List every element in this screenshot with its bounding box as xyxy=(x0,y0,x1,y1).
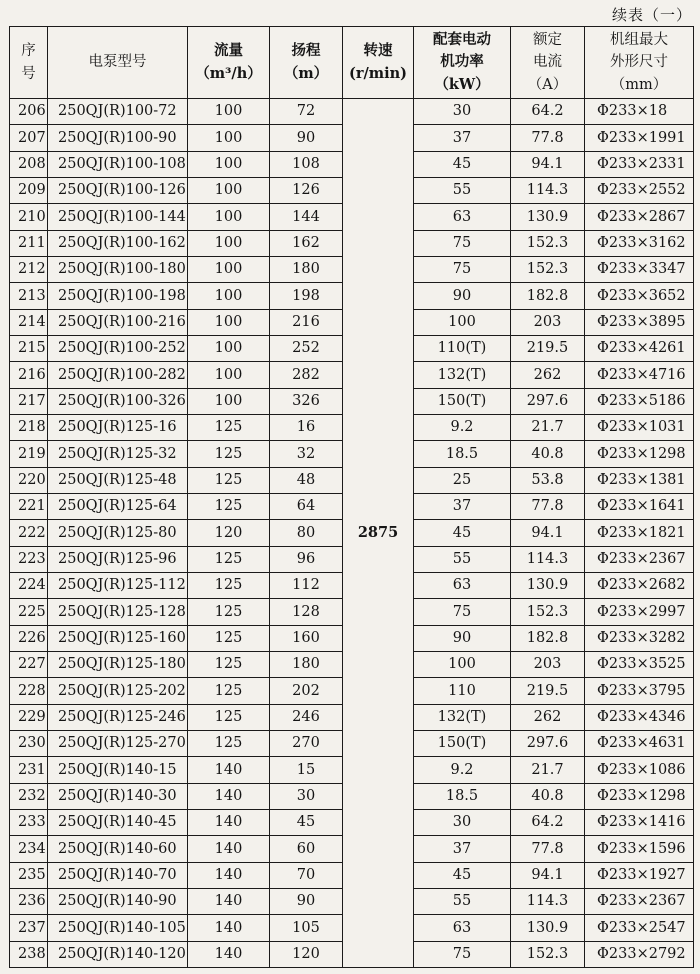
flow-value: 125 xyxy=(188,704,270,730)
row-number: 231 xyxy=(10,757,48,783)
dimension-value: Φ233×2867 xyxy=(585,204,694,230)
pump-model: 250QJ(R)125-246 xyxy=(48,704,188,730)
row-number: 228 xyxy=(10,678,48,704)
dimension-value: Φ233×3282 xyxy=(585,625,694,651)
power-value: 63 xyxy=(414,572,511,598)
flow-value: 140 xyxy=(188,941,270,968)
dimension-value: Φ233×3347 xyxy=(585,256,694,282)
current-value: 21.7 xyxy=(511,757,585,783)
pump-model: 250QJ(R)100-216 xyxy=(48,309,188,335)
dimension-value: Φ233×1596 xyxy=(585,836,694,862)
current-value: 77.8 xyxy=(511,125,585,151)
power-value: 63 xyxy=(414,204,511,230)
pump-model: 250QJ(R)100-144 xyxy=(48,204,188,230)
pump-spec-table xyxy=(9,26,694,968)
pump-model: 250QJ(R)140-60 xyxy=(48,836,188,862)
flow-value: 100 xyxy=(188,256,270,282)
flow-value: 125 xyxy=(188,546,270,572)
current-value: 219.5 xyxy=(511,335,585,361)
flow-value: 140 xyxy=(188,783,270,809)
current-value: 40.8 xyxy=(511,441,585,467)
power-value: 55 xyxy=(414,177,511,203)
head-value: 162 xyxy=(270,230,343,256)
flow-value: 125 xyxy=(188,493,270,519)
power-value: 63 xyxy=(414,915,511,941)
flow-value: 100 xyxy=(188,335,270,361)
current-value: 130.9 xyxy=(511,915,585,941)
pump-model: 250QJ(R)140-45 xyxy=(48,809,188,835)
row-number: 218 xyxy=(10,414,48,440)
power-value: 75 xyxy=(414,941,511,968)
current-value: 77.8 xyxy=(511,836,585,862)
flow-value: 100 xyxy=(188,177,270,203)
table-row xyxy=(10,99,694,125)
row-number: 222 xyxy=(10,520,48,546)
row-number: 206 xyxy=(10,99,48,125)
head-value: 80 xyxy=(270,520,343,546)
dimension-value: Φ233×2367 xyxy=(585,888,694,914)
row-number: 236 xyxy=(10,888,48,914)
col-header-head: 扬程 （m） xyxy=(270,27,343,99)
power-value: 55 xyxy=(414,888,511,914)
head-value: 128 xyxy=(270,599,343,625)
row-number: 224 xyxy=(10,572,48,598)
power-value: 45 xyxy=(414,151,511,177)
head-value: 70 xyxy=(270,862,343,888)
pump-model: 250QJ(R)140-15 xyxy=(48,757,188,783)
pump-model: 250QJ(R)140-70 xyxy=(48,862,188,888)
pump-model: 250QJ(R)125-202 xyxy=(48,678,188,704)
head-value: 246 xyxy=(270,704,343,730)
current-value: 262 xyxy=(511,362,585,388)
head-value: 282 xyxy=(270,362,343,388)
pump-model: 250QJ(R)100-180 xyxy=(48,256,188,282)
current-value: 40.8 xyxy=(511,783,585,809)
flow-value: 125 xyxy=(188,414,270,440)
head-value: 108 xyxy=(270,151,343,177)
power-value: 30 xyxy=(414,809,511,835)
power-value: 100 xyxy=(414,309,511,335)
row-number: 226 xyxy=(10,625,48,651)
pump-model: 250QJ(R)100-126 xyxy=(48,177,188,203)
head-value: 64 xyxy=(270,493,343,519)
head-value: 30 xyxy=(270,783,343,809)
power-value: 150(T) xyxy=(414,388,511,414)
dimension-value: Φ233×2682 xyxy=(585,572,694,598)
power-value: 75 xyxy=(414,256,511,282)
pump-model: 250QJ(R)125-64 xyxy=(48,493,188,519)
head-value: 60 xyxy=(270,836,343,862)
current-value: 182.8 xyxy=(511,283,585,309)
current-value: 94.1 xyxy=(511,151,585,177)
current-value: 152.3 xyxy=(511,256,585,282)
dimension-value: Φ233×2792 xyxy=(585,941,694,968)
header-row xyxy=(10,27,694,99)
head-value: 48 xyxy=(270,467,343,493)
flow-value: 100 xyxy=(188,388,270,414)
pump-model: 250QJ(R)100-198 xyxy=(48,283,188,309)
power-value: 30 xyxy=(414,99,511,125)
pump-model: 250QJ(R)140-105 xyxy=(48,915,188,941)
current-value: 203 xyxy=(511,309,585,335)
dimension-value: Φ233×3795 xyxy=(585,678,694,704)
head-value: 216 xyxy=(270,309,343,335)
current-value: 130.9 xyxy=(511,572,585,598)
current-value: 94.1 xyxy=(511,520,585,546)
dimension-value: Φ233×2367 xyxy=(585,546,694,572)
pump-model: 250QJ(R)100-90 xyxy=(48,125,188,151)
power-value: 110(T) xyxy=(414,335,511,361)
head-value: 180 xyxy=(270,256,343,282)
row-number: 223 xyxy=(10,546,48,572)
head-value: 96 xyxy=(270,546,343,572)
current-value: 203 xyxy=(511,651,585,677)
dimension-value: Φ233×1031 xyxy=(585,414,694,440)
flow-value: 140 xyxy=(188,888,270,914)
row-number: 209 xyxy=(10,177,48,203)
current-value: 297.6 xyxy=(511,730,585,756)
row-number: 225 xyxy=(10,599,48,625)
flow-value: 125 xyxy=(188,467,270,493)
dimension-value: Φ233×18 xyxy=(585,99,694,125)
flow-value: 100 xyxy=(188,230,270,256)
pump-model: 250QJ(R)125-180 xyxy=(48,651,188,677)
col-header-power: 配套电动 机功率 （kW） xyxy=(414,27,511,99)
row-number: 220 xyxy=(10,467,48,493)
power-value: 37 xyxy=(414,836,511,862)
current-value: 219.5 xyxy=(511,678,585,704)
current-value: 182.8 xyxy=(511,625,585,651)
power-value: 110 xyxy=(414,678,511,704)
current-value: 262 xyxy=(511,704,585,730)
current-value: 64.2 xyxy=(511,99,585,125)
row-number: 221 xyxy=(10,493,48,519)
flow-value: 125 xyxy=(188,441,270,467)
power-value: 75 xyxy=(414,230,511,256)
dimension-value: Φ233×2997 xyxy=(585,599,694,625)
head-value: 198 xyxy=(270,283,343,309)
row-number: 214 xyxy=(10,309,48,335)
row-number: 216 xyxy=(10,362,48,388)
head-value: 326 xyxy=(270,388,343,414)
dimension-value: Φ233×2552 xyxy=(585,177,694,203)
dimension-value: Φ233×3162 xyxy=(585,230,694,256)
row-number: 207 xyxy=(10,125,48,151)
power-value: 132(T) xyxy=(414,704,511,730)
pump-model: 250QJ(R)125-96 xyxy=(48,546,188,572)
power-value: 132(T) xyxy=(414,362,511,388)
pump-model: 250QJ(R)100-282 xyxy=(48,362,188,388)
flow-value: 125 xyxy=(188,572,270,598)
flow-value: 100 xyxy=(188,362,270,388)
dimension-value: Φ233×2547 xyxy=(585,915,694,941)
head-value: 126 xyxy=(270,177,343,203)
dimension-value: Φ233×1298 xyxy=(585,441,694,467)
flow-value: 125 xyxy=(188,678,270,704)
col-header-model: 电泵型号 xyxy=(48,27,188,99)
dimension-value: Φ233×1086 xyxy=(585,757,694,783)
row-number: 234 xyxy=(10,836,48,862)
row-number: 219 xyxy=(10,441,48,467)
row-number: 213 xyxy=(10,283,48,309)
table-caption: 续表（一） xyxy=(611,6,692,24)
power-value: 9.2 xyxy=(414,414,511,440)
current-value: 130.9 xyxy=(511,204,585,230)
power-value: 100 xyxy=(414,651,511,677)
col-header-size: 机组最大 外形尺寸 （mm） xyxy=(585,27,694,99)
power-value: 45 xyxy=(414,520,511,546)
current-value: 152.3 xyxy=(511,941,585,968)
row-number: 233 xyxy=(10,809,48,835)
dimension-value: Φ233×1927 xyxy=(585,862,694,888)
head-value: 105 xyxy=(270,915,343,941)
power-value: 90 xyxy=(414,625,511,651)
row-number: 227 xyxy=(10,651,48,677)
current-value: 114.3 xyxy=(511,177,585,203)
power-value: 18.5 xyxy=(414,783,511,809)
current-value: 152.3 xyxy=(511,599,585,625)
pump-model: 250QJ(R)125-48 xyxy=(48,467,188,493)
current-value: 53.8 xyxy=(511,467,585,493)
head-value: 32 xyxy=(270,441,343,467)
row-number: 215 xyxy=(10,335,48,361)
flow-value: 125 xyxy=(188,730,270,756)
dimension-value: Φ233×1416 xyxy=(585,809,694,835)
pump-model: 250QJ(R)125-270 xyxy=(48,730,188,756)
head-value: 15 xyxy=(270,757,343,783)
dimension-value: Φ233×4716 xyxy=(585,362,694,388)
pump-model: 250QJ(R)100-252 xyxy=(48,335,188,361)
row-number: 217 xyxy=(10,388,48,414)
flow-value: 140 xyxy=(188,809,270,835)
dimension-value: Φ233×4261 xyxy=(585,335,694,361)
head-value: 252 xyxy=(270,335,343,361)
pump-model: 250QJ(R)125-80 xyxy=(48,520,188,546)
flow-value: 125 xyxy=(188,599,270,625)
flow-value: 125 xyxy=(188,651,270,677)
pump-model: 250QJ(R)100-72 xyxy=(48,99,188,125)
dimension-value: Φ233×4346 xyxy=(585,704,694,730)
head-value: 90 xyxy=(270,888,343,914)
dimension-value: Φ233×4631 xyxy=(585,730,694,756)
row-number: 232 xyxy=(10,783,48,809)
dimension-value: Φ233×1381 xyxy=(585,467,694,493)
head-value: 16 xyxy=(270,414,343,440)
power-value: 37 xyxy=(414,125,511,151)
flow-value: 140 xyxy=(188,915,270,941)
head-value: 120 xyxy=(270,941,343,968)
col-header-current: 额定 电流 （A） xyxy=(511,27,585,99)
dimension-value: Φ233×3895 xyxy=(585,309,694,335)
dimension-value: Φ233×5186 xyxy=(585,388,694,414)
current-value: 64.2 xyxy=(511,809,585,835)
power-value: 75 xyxy=(414,599,511,625)
head-value: 72 xyxy=(270,99,343,125)
flow-value: 125 xyxy=(188,625,270,651)
head-value: 90 xyxy=(270,125,343,151)
flow-value: 100 xyxy=(188,283,270,309)
pump-model: 250QJ(R)125-16 xyxy=(48,414,188,440)
pump-model: 250QJ(R)100-108 xyxy=(48,151,188,177)
col-header-index: 序 号 xyxy=(10,27,48,99)
dimension-value: Φ233×3525 xyxy=(585,651,694,677)
pump-model: 250QJ(R)125-160 xyxy=(48,625,188,651)
power-value: 150(T) xyxy=(414,730,511,756)
col-header-speed: 转速 (r/min) xyxy=(343,27,414,99)
dimension-value: Φ233×1298 xyxy=(585,783,694,809)
dimension-value: Φ233×1821 xyxy=(585,520,694,546)
flow-value: 140 xyxy=(188,757,270,783)
flow-value: 140 xyxy=(188,836,270,862)
current-value: 297.6 xyxy=(511,388,585,414)
power-value: 37 xyxy=(414,493,511,519)
head-value: 144 xyxy=(270,204,343,230)
pump-model: 250QJ(R)140-30 xyxy=(48,783,188,809)
row-number: 230 xyxy=(10,730,48,756)
col-header-flow: 流量 （m³/h） xyxy=(188,27,270,99)
pump-model: 250QJ(R)100-326 xyxy=(48,388,188,414)
dimension-value: Φ233×2331 xyxy=(585,151,694,177)
flow-value: 140 xyxy=(188,862,270,888)
row-number: 212 xyxy=(10,256,48,282)
head-value: 202 xyxy=(270,678,343,704)
speed-value: 2875 xyxy=(343,99,414,968)
pump-model: 250QJ(R)125-32 xyxy=(48,441,188,467)
pump-model: 250QJ(R)125-128 xyxy=(48,599,188,625)
current-value: 114.3 xyxy=(511,546,585,572)
row-number: 208 xyxy=(10,151,48,177)
head-value: 45 xyxy=(270,809,343,835)
power-value: 90 xyxy=(414,283,511,309)
flow-value: 120 xyxy=(188,520,270,546)
row-number: 237 xyxy=(10,915,48,941)
row-number: 211 xyxy=(10,230,48,256)
flow-value: 100 xyxy=(188,99,270,125)
row-number: 235 xyxy=(10,862,48,888)
power-value: 9.2 xyxy=(414,757,511,783)
power-value: 55 xyxy=(414,546,511,572)
flow-value: 100 xyxy=(188,151,270,177)
power-value: 18.5 xyxy=(414,441,511,467)
current-value: 114.3 xyxy=(511,888,585,914)
dimension-value: Φ233×3652 xyxy=(585,283,694,309)
pump-model: 250QJ(R)140-90 xyxy=(48,888,188,914)
head-value: 160 xyxy=(270,625,343,651)
pump-model: 250QJ(R)100-162 xyxy=(48,230,188,256)
row-number: 229 xyxy=(10,704,48,730)
current-value: 94.1 xyxy=(511,862,585,888)
head-value: 112 xyxy=(270,572,343,598)
flow-value: 100 xyxy=(188,125,270,151)
power-value: 25 xyxy=(414,467,511,493)
row-number: 210 xyxy=(10,204,48,230)
head-value: 270 xyxy=(270,730,343,756)
flow-value: 100 xyxy=(188,309,270,335)
dimension-value: Φ233×1991 xyxy=(585,125,694,151)
pump-model: 250QJ(R)125-112 xyxy=(48,572,188,598)
row-number: 238 xyxy=(10,941,48,968)
dimension-value: Φ233×1641 xyxy=(585,493,694,519)
table-body xyxy=(10,99,694,968)
current-value: 152.3 xyxy=(511,230,585,256)
current-value: 77.8 xyxy=(511,493,585,519)
pump-model: 250QJ(R)140-120 xyxy=(48,941,188,968)
flow-value: 100 xyxy=(188,204,270,230)
current-value: 21.7 xyxy=(511,414,585,440)
head-value: 180 xyxy=(270,651,343,677)
power-value: 45 xyxy=(414,862,511,888)
